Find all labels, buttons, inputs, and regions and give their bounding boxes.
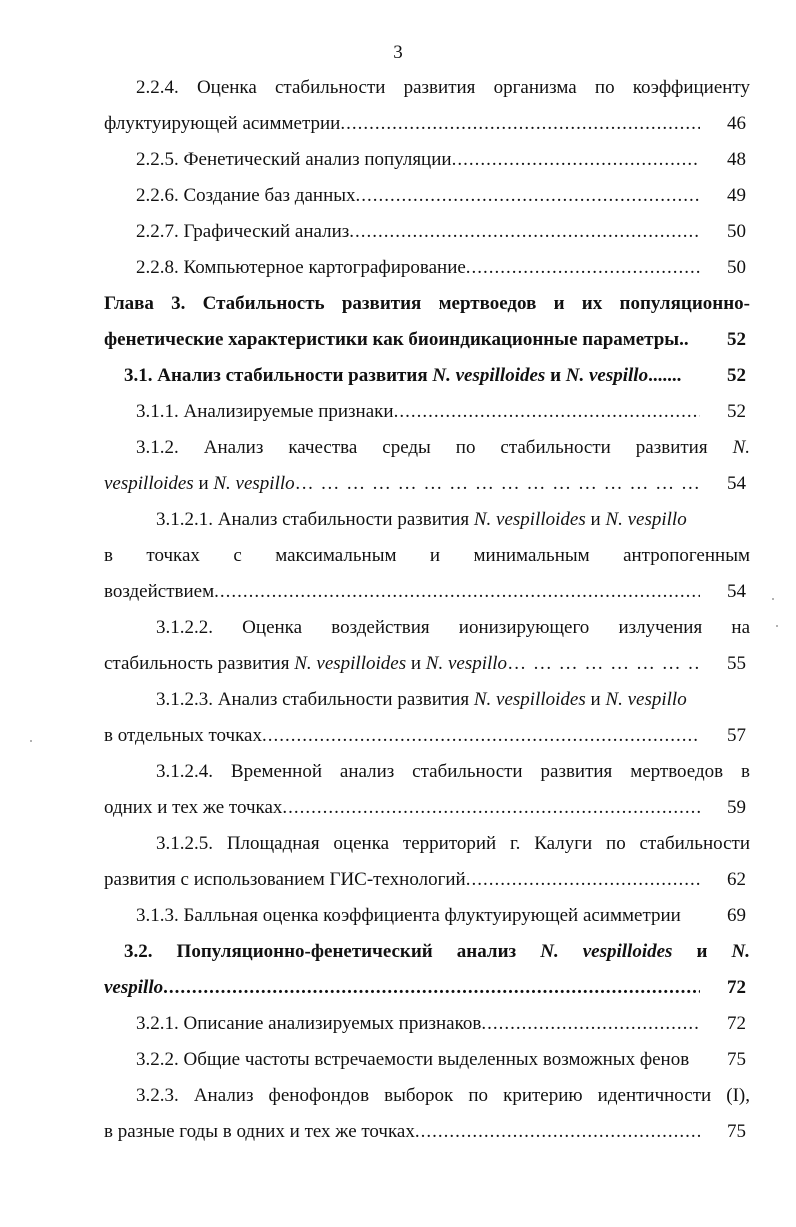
species-name: N. [732, 437, 750, 458]
species-name: N. vespilloides [473, 509, 586, 530]
toc-entry-title: 3.1.2.4. Временной анализ стабильности развития мертвоедов в [156, 761, 750, 782]
toc-entry-title: 3.1.3. Балльная оценка коэффициента флуктуирующей асимметрии [136, 905, 681, 926]
toc-entry-title: 2.2.7. Графический анализ [136, 221, 350, 242]
toc-entry-2-2-5[interactable] [104, 142, 750, 178]
toc-entry-title: 3.1.2.5. Площадная оценка территорий г. Калуги по стабильности [156, 833, 750, 854]
species-name: N. vespilloides [540, 941, 673, 962]
leader-dots [282, 790, 700, 826]
toc-entry-title: 3.1.2.3. Анализ стабильности развития N. vespilloides и N. vespillo [156, 689, 687, 710]
toc-entry-title: 3.2.3. Анализ фенофондов выборок по критерию идентичности (I), [136, 1085, 750, 1106]
toc-page-number: 50 [727, 221, 746, 242]
toc-entry-title-cont: развития с использованием ГИС-технологий [104, 869, 466, 890]
species-name: vespilloides [104, 473, 194, 494]
species-name: N. vespilloides [473, 689, 586, 710]
toc-page-number: 48 [727, 149, 746, 170]
toc-entry-3-1[interactable] [104, 358, 750, 394]
toc-entry-title-cont: vespilloides и N. vespillo [104, 473, 295, 494]
toc-entry-title-cont: воздействием [104, 581, 215, 602]
toc-entry-3-1-2[interactable] [104, 430, 750, 502]
toc-entry-title-cont: в разные годы в одних и тех же точках [104, 1121, 415, 1142]
toc-entry-3-1-2-4[interactable] [104, 754, 750, 826]
leader-dots [214, 574, 700, 610]
scan-speck [772, 598, 774, 600]
leader-dots [466, 250, 700, 286]
toc-entry-3-1-1[interactable] [104, 394, 750, 430]
toc-page-number: 55 [727, 653, 746, 674]
toc-entry-title-cont: в точках с максимальным и минимальным антропогенным [104, 545, 750, 566]
toc-page-number: 72 [727, 1013, 746, 1034]
toc-entry-3-1-2-5[interactable] [104, 826, 750, 898]
species-name: N. vespilloides [294, 653, 407, 674]
toc-entry-title: 3.1.2. Анализ качества среды по стабильности развития N. [136, 437, 750, 458]
species-name: N. vespillo [605, 509, 687, 530]
species-name: N. vespillo [425, 653, 508, 674]
scan-speck [30, 740, 32, 742]
toc-page-number: 52 [727, 401, 746, 422]
toc-entry-3-1-2-1[interactable] [104, 502, 750, 610]
toc-page-number: 49 [727, 185, 746, 206]
toc-page-number: 52 [727, 329, 746, 350]
toc-entry-3-1-2-2[interactable] [104, 610, 750, 682]
toc-entry-title: 3.1.2.2. Оценка воздействия ионизирующего излучения на [156, 617, 750, 638]
toc-entry-2-2-8[interactable] [104, 250, 750, 286]
leader-dots [349, 214, 700, 250]
toc-page-number: 54 [727, 473, 746, 494]
leader-dots [340, 106, 700, 142]
toc-entry-title-cont: флуктуирующей асимметрии [104, 113, 341, 134]
toc-entry-title: 3.2.1. Описание анализируемых признаков [136, 1013, 482, 1034]
toc-entry-2-2-7[interactable] [104, 214, 750, 250]
toc-entry-title-cont: стабильность развития N. vespilloides и N. vespillo [104, 653, 508, 674]
species-name: N. vespillo [605, 689, 687, 710]
species-name: N. vespillo [213, 473, 295, 494]
toc-entry-title-cont: в отдельных точках [104, 725, 262, 746]
toc-entry-title: 2.2.6. Создание баз данных [136, 185, 356, 206]
leader-dots [394, 394, 700, 430]
toc-entry-title: 2.2.8. Компьютерное картографирование [136, 257, 466, 278]
toc-entry-3-2[interactable] [104, 934, 750, 1006]
toc-entry-title: 3.1.2.1. Анализ стабильности развития N. vespilloides и N. vespillo [156, 509, 687, 530]
toc-page-number: 69 [727, 905, 746, 926]
leader-dots [466, 862, 700, 898]
toc-page-number: 46 [727, 113, 746, 134]
toc-page-number: 52 [727, 365, 746, 386]
toc-entry-3-2-3[interactable] [104, 1078, 750, 1150]
scan-speck [776, 625, 778, 627]
page-number: 3 [393, 42, 403, 63]
toc-entry-3-1-3[interactable] [104, 898, 750, 934]
leader-dots [481, 1006, 700, 1042]
toc-entry-title: 3.1.1. Анализируемые признаки [136, 401, 394, 422]
toc-page-number: 59 [727, 797, 746, 818]
leader-dots [163, 970, 700, 1006]
leader-dots: ....... [648, 365, 682, 386]
toc-entry-2-2-4[interactable] [104, 70, 750, 142]
toc-page-number: 75 [727, 1049, 746, 1070]
leader-dots [295, 466, 700, 502]
toc-entry-title: 3.2.2. Общие частоты встречаемости выделенных возможных фенов [136, 1049, 690, 1070]
toc-page-number: 62 [727, 869, 746, 890]
leader-dots [415, 1114, 700, 1150]
leader-dots [356, 178, 700, 214]
species-name: N. vespilloides [432, 365, 546, 386]
leader-dots [262, 718, 700, 754]
toc-entry-title-cont: фенетические характеристики как биоиндикационные параметры.. [104, 329, 689, 350]
toc-entry-3-1-2-3[interactable] [104, 682, 750, 754]
leader-dots [452, 142, 700, 178]
toc-entry-title-cont: одних и тех же точках [104, 797, 283, 818]
species-name: N. vespillo [565, 365, 649, 386]
toc-entry-2-2-6[interactable] [104, 178, 750, 214]
toc-entry-3-2-2[interactable] [104, 1042, 750, 1078]
toc-page-number: 50 [727, 257, 746, 278]
toc-entry-3-2-1[interactable] [104, 1006, 750, 1042]
species-name: N. [731, 941, 750, 962]
toc-page-number: 72 [727, 977, 746, 998]
leader-dots [507, 646, 700, 682]
table-of-contents [104, 70, 750, 1150]
toc-entry-title: 2.2.4. Оценка стабильности развития организма по коэффициенту [136, 77, 750, 98]
toc-page-number: 54 [727, 581, 746, 602]
toc-page-number: 75 [727, 1121, 746, 1142]
toc-entry-title: Глава 3. Стабильность развития мертвоедов и их популяционно- [104, 293, 750, 314]
toc-entry-title: 3.1. Анализ стабильности развития N. vespilloides и N. vespillo....... [124, 365, 682, 386]
toc-entry-title-cont [104, 970, 163, 1006]
toc-entry-title: 2.2.5. Фенетический анализ популяции [136, 149, 452, 170]
toc-page-number: 57 [727, 725, 746, 746]
toc-entry-chapter-3[interactable] [104, 286, 750, 358]
toc-entry-title: 3.2. Популяционно-фенетический анализ N. vespilloides и N. [124, 941, 750, 962]
species-name: vespillo [104, 977, 164, 998]
